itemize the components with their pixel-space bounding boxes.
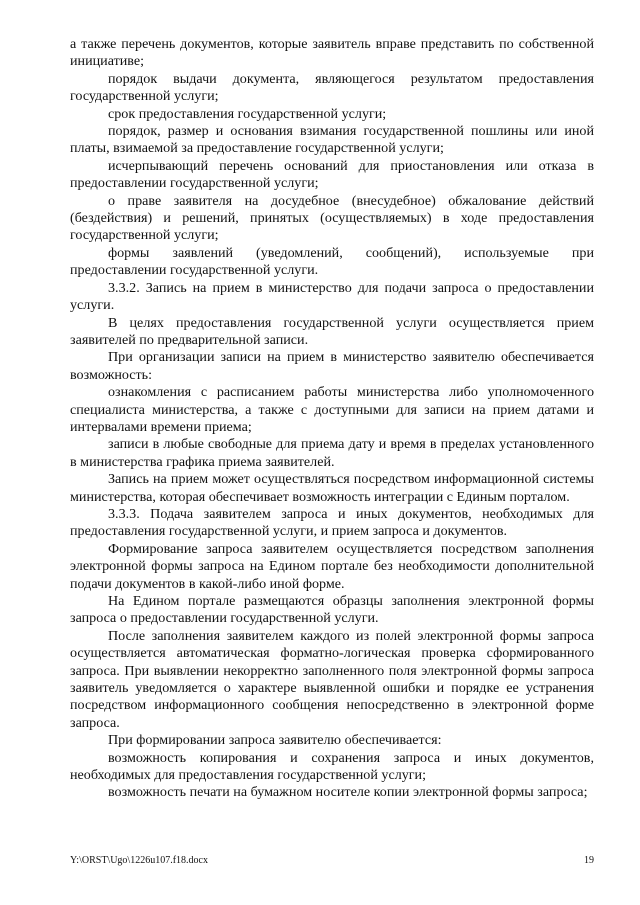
paragraph-20: возможность печати на бумажном носителе копии электронной формы запроса; xyxy=(108,784,588,801)
paragraph-12: записи в любые свободные для приема дату и время в пределах установленного в министерства графика приема заявителей. xyxy=(70,436,594,470)
paragraph-3: срок предоставления государственной услуги; xyxy=(108,105,387,122)
section-3-3-3-heading: 3.3.3. Подача заявителем запроса и иных документов, необходимых для предоставления государственной услуги, и прием запроса и документов. xyxy=(70,505,594,540)
paragraph-19: возможность копирования и сохранения запроса и иных документов, необходимых для предоставления государственной услуги; xyxy=(70,749,594,784)
paragraph-1: а также перечень документов, которые заявитель вправе представить по собственной инициативе; xyxy=(70,36,594,70)
paragraph-9: В целях предоставления государственной услуги осуществляется прием заявителей по предварительной записи. xyxy=(70,314,594,348)
paragraph-18: При формировании запроса заявителю обеспечивается: xyxy=(108,732,442,749)
page-number: 19 xyxy=(584,855,594,866)
document-body xyxy=(70,36,594,802)
paragraph-15: Формирование запроса заявителем осуществляется посредством заполнения электронной формы запроса на Едином портале без необходимости дополнительной подачи документов в какой-либо иной форме. xyxy=(70,540,594,592)
paragraph-2: порядок выдачи документа, являющегося результатом предоставления государственной услуги; xyxy=(70,70,594,105)
paragraph-10: При организации записи на прием в министерство заявителю обеспечивается возможность: xyxy=(70,349,594,383)
paragraph-7: формы заявлений (уведомлений, сообщений), используемые при предоставлении государственной услуги. xyxy=(70,244,594,279)
paragraph-17: После заполнения заявителем каждого из полей электронной формы запроса осуществляется автоматическая форматно-логическая проверка сформированного запроса. При выявлении некорректно заполненного поля электронной формы запроса заявитель уведомляется о характере выявленной ошибки и порядке ее устранения посредством информационного сообщения непосредственно в электронной форме запроса. xyxy=(70,627,594,731)
paragraph-5: исчерпывающий перечень оснований для приостановления или отказа в предоставлении государственной услуги; xyxy=(70,157,594,192)
paragraph-4: порядок, размер и основания взимания государственной пошлины или иной платы, взимаемой за предоставление государственной услуги; xyxy=(70,123,594,157)
paragraph-11: ознакомления с расписанием работы министерства либо уполномоченного специалиста министерства, а также с доступными для записи на прием датами и интервалами времени приема; xyxy=(70,384,594,435)
paragraph-13: Запись на прием может осуществляться посредством информационной системы министерства, которая обеспечивает возможность интеграции с Единым порталом. xyxy=(70,471,594,505)
section-3-3-2-heading: 3.3.2. Запись на прием в министерство для подачи запроса о предоставлении услуги. xyxy=(70,279,594,314)
paragraph-6: о праве заявителя на досудебное (внесудебное) обжалование действий (бездействия) и решений, принятых (осуществляемых) в ходе предоставления государственной услуги; xyxy=(70,192,594,244)
footer-file-path: Y:\ORST\Ugo\1226u107.f18.docx xyxy=(70,855,208,866)
paragraph-16: На Едином портале размещаются образцы заполнения электронной формы запроса о предоставлении государственной услуги. xyxy=(70,593,594,627)
